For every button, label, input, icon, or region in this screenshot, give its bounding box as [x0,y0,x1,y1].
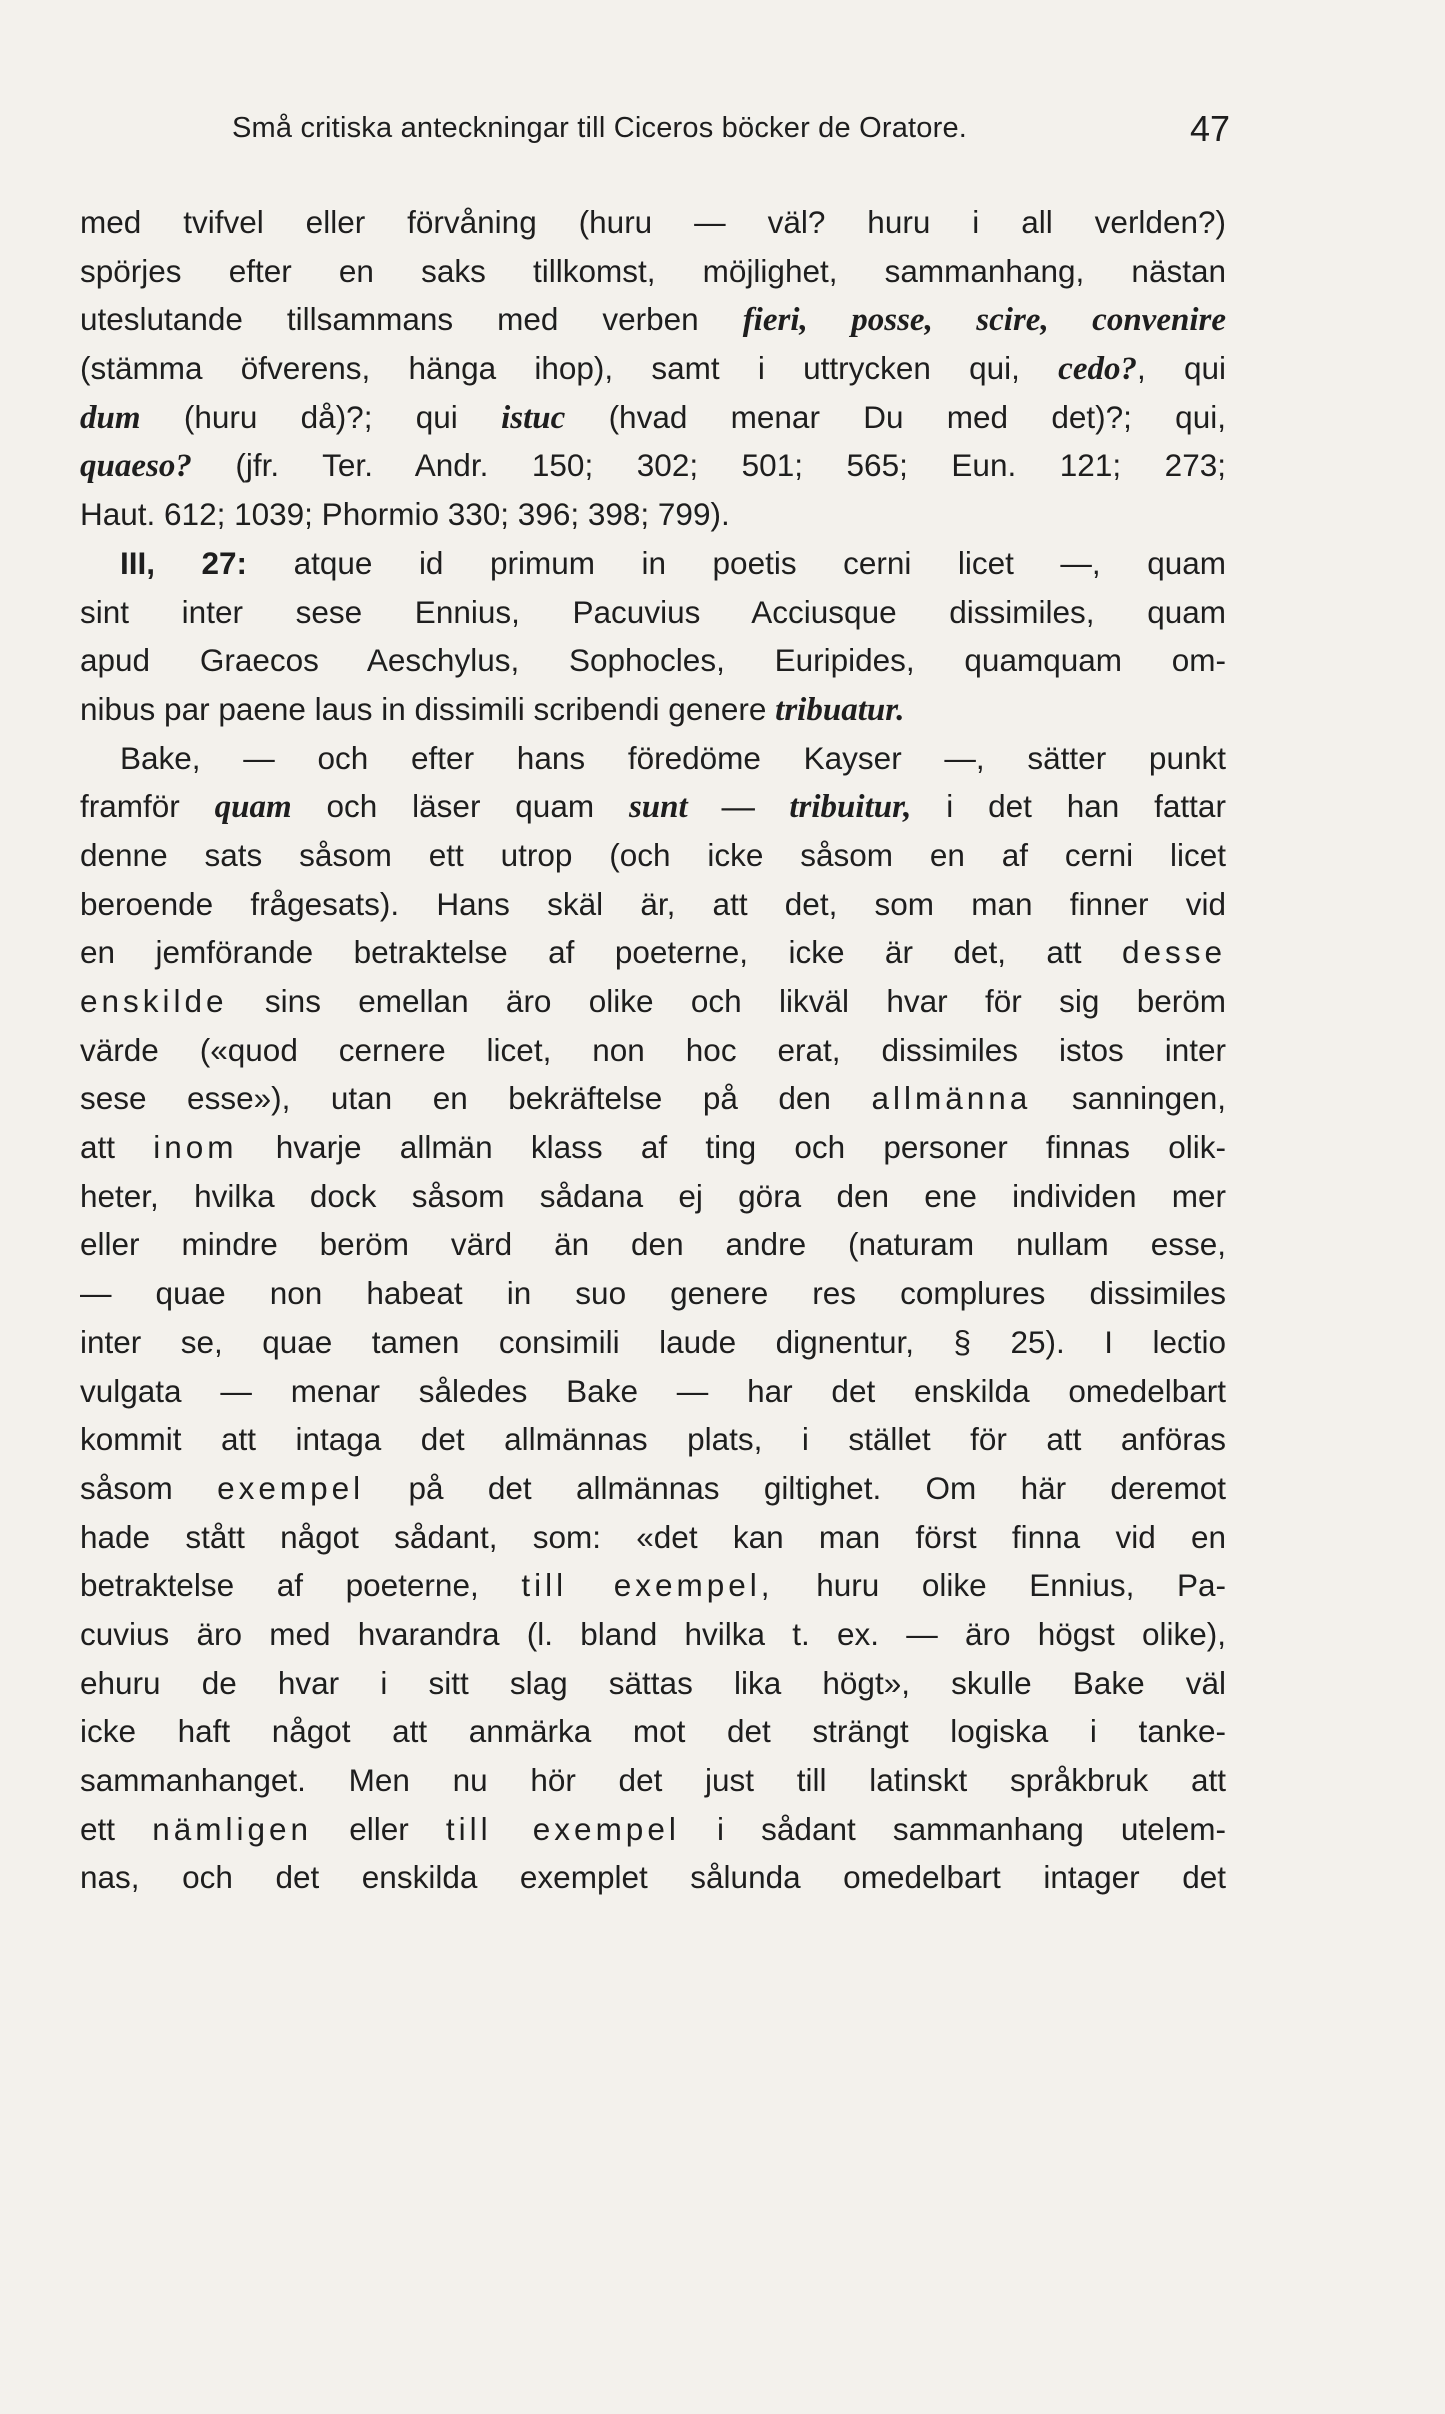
text-line: apud Graecos Aeschylus, Sophocles, Euripides, quamquam om- [80,642,1226,679]
text-line: sint inter sese Ennius, Pacuvius Acciusque dissimiles, quam [80,593,1226,630]
text-line: cuvius äro med hvarandra (l. bland hvilka t. ex. — äro högst olike), [80,1615,1226,1652]
text-line: Bake, — och efter hans föredöme Kayser —, sätter punkt [120,739,1226,776]
text-line: enskilde sins emellan äro olike och likväl hvar för sig beröm [80,983,1226,1019]
text-line: uteslutande tillsammans med verben fieri, posse, scire, convenire [80,301,1226,339]
spaced-emphasis: nämligen [152,1810,313,1847]
italic-term: tribuatur. [775,691,905,728]
text-line: beroende frågesats). Hans skäl är, att det, som man finner vid [80,885,1226,922]
text-line: — quae non habeat in suo genere res complures dissimiles [80,1275,1226,1312]
italic-term: cedo? [1058,351,1137,388]
text-line: dum (huru då)?; qui istuc (hvad menar Du med det)?; qui, [80,398,1226,436]
text-line: sese esse»), utan en bekräftelse på den allmänna sanningen, [80,1080,1226,1117]
text-line: nibus par paene laus in dissimili scribendi genere tribuatur. [80,690,905,728]
text-line: III, 27: atque id primum in poetis cerni licet —, quam [120,544,1226,581]
italic-term: sunt — tribuitur, [628,789,912,826]
text-line: (stämma öfverens, hänga ihop), samt i uttrycken qui, cedo?, qui [80,350,1226,388]
body-text [80,198,1226,1902]
text-line: nas, och det enskilda exemplet sålunda omedelbart intager det [80,1859,1226,1896]
text-line: icke haft något att anmärka mot det strängt logiska i tanke- [80,1713,1226,1750]
text-line: att inom hvarje allmän klass af ting och personer finnas olik- [80,1129,1226,1166]
running-head: Små critiska anteckningar till Ciceros böcker de Oratore. [232,112,968,144]
spaced-emphasis: allmänna [871,1080,1032,1117]
text-line: quaeso? (jfr. Ter. Andr. 150; 302; 501; 565; Eun. 121; 273; [80,447,1226,485]
text-line: betraktelse af poeterne, till exempel, huru olike Ennius, Pa- [80,1567,1226,1604]
text-line: ehuru de hvar i sitt slag sättas lika högt», skulle Bake väl [80,1664,1226,1701]
text-line: värde («quod cernere licet, non hoc erat, dissimiles istos inter [80,1031,1226,1068]
spaced-emphasis: enskilde [80,983,228,1019]
italic-term: quam [214,789,292,826]
text-line: såsom exempel på det allmännas giltighet. Om här deremot [80,1469,1226,1506]
text-line: ett nämligen eller till exempel i sådant sammanhang utelem- [80,1810,1226,1847]
italic-term: fieri, posse, scire, convenire [742,302,1226,339]
spaced-emphasis: till exempel, [521,1567,774,1604]
italic-term: dum [80,399,141,436]
text-line: vulgata — menar således Bake — har det enskilda omedelbart [80,1372,1226,1409]
text-line: denne sats såsom ett utrop (och icke såsom en af cerni licet [80,836,1226,873]
spaced-emphasis: exempel [217,1469,365,1506]
spaced-emphasis: till exempel [445,1810,680,1847]
italic-term: istuc [501,399,566,436]
text-line: spörjes efter en saks tillkomst, möjlighet, sammanhang, nästan [80,252,1226,289]
italic-term: quaeso? [80,448,192,485]
spaced-emphasis: desse [1121,934,1226,971]
text-line: inter se, quae tamen consimili laude dignentur, § 25). I lectio [80,1323,1226,1360]
text-line: Haut. 612; 1039; Phormio 330; 396; 398; 799). [80,496,730,533]
text-line: framför quam och läser quam sunt — tribuitur, i det han fattar [80,788,1226,826]
text-line: heter, hvilka dock såsom sådana ej göra den ene individen mer [80,1177,1226,1214]
spaced-emphasis: inom [153,1129,238,1166]
text-line: sammanhanget. Men nu hör det just till latinskt språkbruk att [80,1762,1226,1798]
text-line: en jemförande betraktelse af poeterne, icke är det, att desse [80,934,1226,971]
text-line: eller mindre beröm värd än den andre (naturam nullam esse, [80,1226,1226,1263]
section-reference: III, 27: [120,544,248,581]
text-line: kommit att intaga det allmännas plats, i stället för att anföras [80,1421,1226,1458]
text-line: hade stått något sådant, som: «det kan man först finna vid en [80,1518,1226,1555]
text-line: med tvifvel eller förvåning (huru — väl? huru i all verlden?) [80,204,1226,240]
page-number: 47 [1190,108,1231,149]
